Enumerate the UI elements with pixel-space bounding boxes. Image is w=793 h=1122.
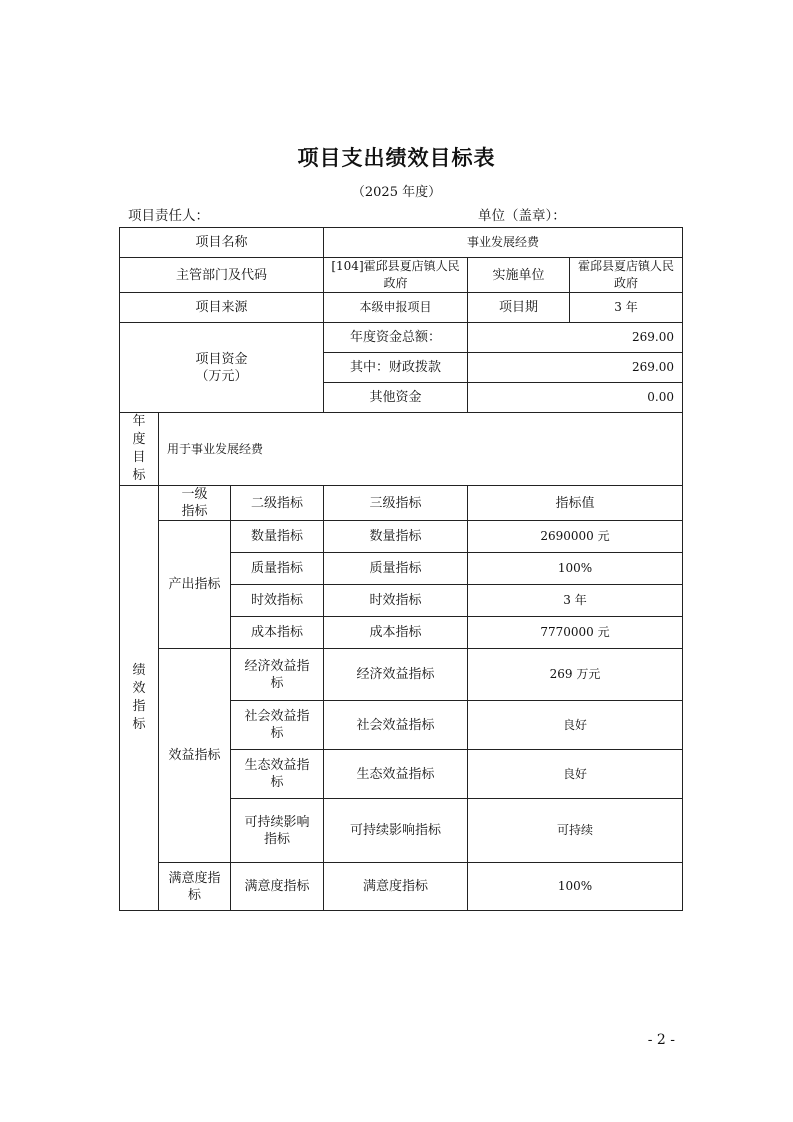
project-name-label: 项目名称 xyxy=(120,228,324,258)
dept-label: 主管部门及代码 xyxy=(120,258,324,293)
table-row xyxy=(120,413,683,486)
indicators-side-char: 绩 xyxy=(132,663,146,678)
source-label: 项目来源 xyxy=(120,293,324,323)
output-l2: 数量指标 xyxy=(231,521,324,553)
output-l2: 时效指标 xyxy=(231,585,324,617)
funds-other-value: 0.00 xyxy=(468,383,683,413)
output-l3: 时效指标 xyxy=(324,585,468,617)
funds-label-line2: （万元） xyxy=(195,368,248,384)
benefit-l2 xyxy=(231,701,324,750)
funds-label-line1: 项目资金 xyxy=(195,351,248,367)
satisfaction-label-line1: 满意度指 xyxy=(168,870,221,886)
output-l3: 数量指标 xyxy=(324,521,468,553)
benefit-l2-line1: 社会效益指 xyxy=(244,709,310,724)
impl-unit-label: 实施单位 xyxy=(468,258,570,293)
output-value: 7770000 元 xyxy=(468,617,683,649)
benefit-l3: 经济效益指标 xyxy=(324,649,468,701)
funds-fiscal-value: 269.00 xyxy=(468,353,683,383)
period-value: 3 年 xyxy=(570,293,683,323)
header-level1-line2: 指标 xyxy=(181,504,208,519)
impl-unit-value: 霍邱县夏店镇人民政府 xyxy=(570,258,683,293)
benefit-l3: 社会效益指标 xyxy=(324,701,468,750)
header-level1-line1: 一级 xyxy=(181,487,208,502)
benefit-l2-line2: 标 xyxy=(270,775,284,790)
annual-goal-char: 年 xyxy=(132,414,146,429)
page-number: - 2 - xyxy=(647,1032,675,1048)
period-label: 项目期 xyxy=(468,293,570,323)
benefit-value: 可持续 xyxy=(468,799,683,863)
satisfaction-value: 100% xyxy=(468,863,683,911)
benefit-l2 xyxy=(231,799,324,863)
header-value: 指标值 xyxy=(468,486,683,521)
table-row xyxy=(120,649,683,700)
indicators-side-label xyxy=(120,486,159,911)
benefit-l2-line1: 生态效益指 xyxy=(244,758,310,773)
table-row xyxy=(120,293,683,323)
source-value: 本级申报项目 xyxy=(324,293,468,323)
satisfaction-label xyxy=(159,863,231,911)
project-name-value: 事业发展经费 xyxy=(324,228,683,258)
funds-label xyxy=(120,323,324,413)
output-l2: 质量指标 xyxy=(231,553,324,585)
benefit-l2-line2: 标 xyxy=(270,726,284,741)
year-note: （2025 年度） xyxy=(351,185,442,200)
benefit-value: 269 万元 xyxy=(468,649,683,701)
indicators-side-char: 指 xyxy=(132,699,146,714)
output-value: 3 年 xyxy=(468,585,683,617)
output-l3: 质量指标 xyxy=(324,553,468,585)
annual-goal-text: 用于事业发展经费 xyxy=(159,413,683,486)
table-row xyxy=(120,323,683,353)
dept-value: [104]霍邱县夏店镇人民政府 xyxy=(324,258,468,293)
output-value: 100% xyxy=(468,553,683,585)
funds-total-label: 年度资金总额： xyxy=(324,323,468,353)
output-l2: 成本指标 xyxy=(231,617,324,649)
annual-goal-char: 目 xyxy=(132,450,146,465)
benefit-l2-line2: 指标 xyxy=(263,831,290,847)
benefit-l2 xyxy=(231,649,324,701)
benefit-l3: 生态效益指标 xyxy=(324,750,468,799)
header-level2: 二级指标 xyxy=(231,486,324,521)
annual-goal-char: 度 xyxy=(132,432,146,447)
annual-goal-char: 标 xyxy=(132,468,146,483)
table-row xyxy=(120,486,683,521)
funds-total-value: 269.00 xyxy=(468,323,683,353)
benefit-l2-line1: 经济效益指 xyxy=(244,658,310,674)
header-level3: 三级指标 xyxy=(324,486,468,521)
satisfaction-l3: 满意度指标 xyxy=(324,863,468,911)
funds-fiscal-label: 其中：财政拨款 xyxy=(324,353,468,383)
table-row xyxy=(120,863,683,911)
satisfaction-label-line2: 标 xyxy=(187,887,201,903)
output-l3: 成本指标 xyxy=(324,617,468,649)
benefit-value: 良好 xyxy=(468,701,683,750)
table-row xyxy=(120,258,683,293)
header-level1 xyxy=(159,486,231,521)
output-value: 2690000 元 xyxy=(468,521,683,553)
benefit-l2 xyxy=(231,750,324,799)
satisfaction-l2: 满意度指标 xyxy=(231,863,324,911)
unit-seal-label: 单位（盖章）： xyxy=(478,208,566,224)
benefit-value: 良好 xyxy=(468,750,683,799)
benefit-l3: 可持续影响指标 xyxy=(324,799,468,863)
page-title: 项目支出绩效目标表 xyxy=(297,146,496,170)
indicators-side-char: 效 xyxy=(132,681,146,696)
benefit-l2-line2: 标 xyxy=(270,675,284,691)
benefit-l2-line1: 可持续影响 xyxy=(244,814,310,830)
performance-table xyxy=(119,227,683,911)
funds-other-label: 其他资金 xyxy=(324,383,468,413)
benefit-label: 效益指标 xyxy=(159,649,231,863)
table-row xyxy=(120,521,683,553)
responsible-label: 项目责任人： xyxy=(128,208,209,224)
table-row xyxy=(120,228,683,258)
output-label: 产出指标 xyxy=(159,521,231,649)
indicators-side-char: 标 xyxy=(132,717,146,732)
annual-goal-label xyxy=(120,413,159,486)
